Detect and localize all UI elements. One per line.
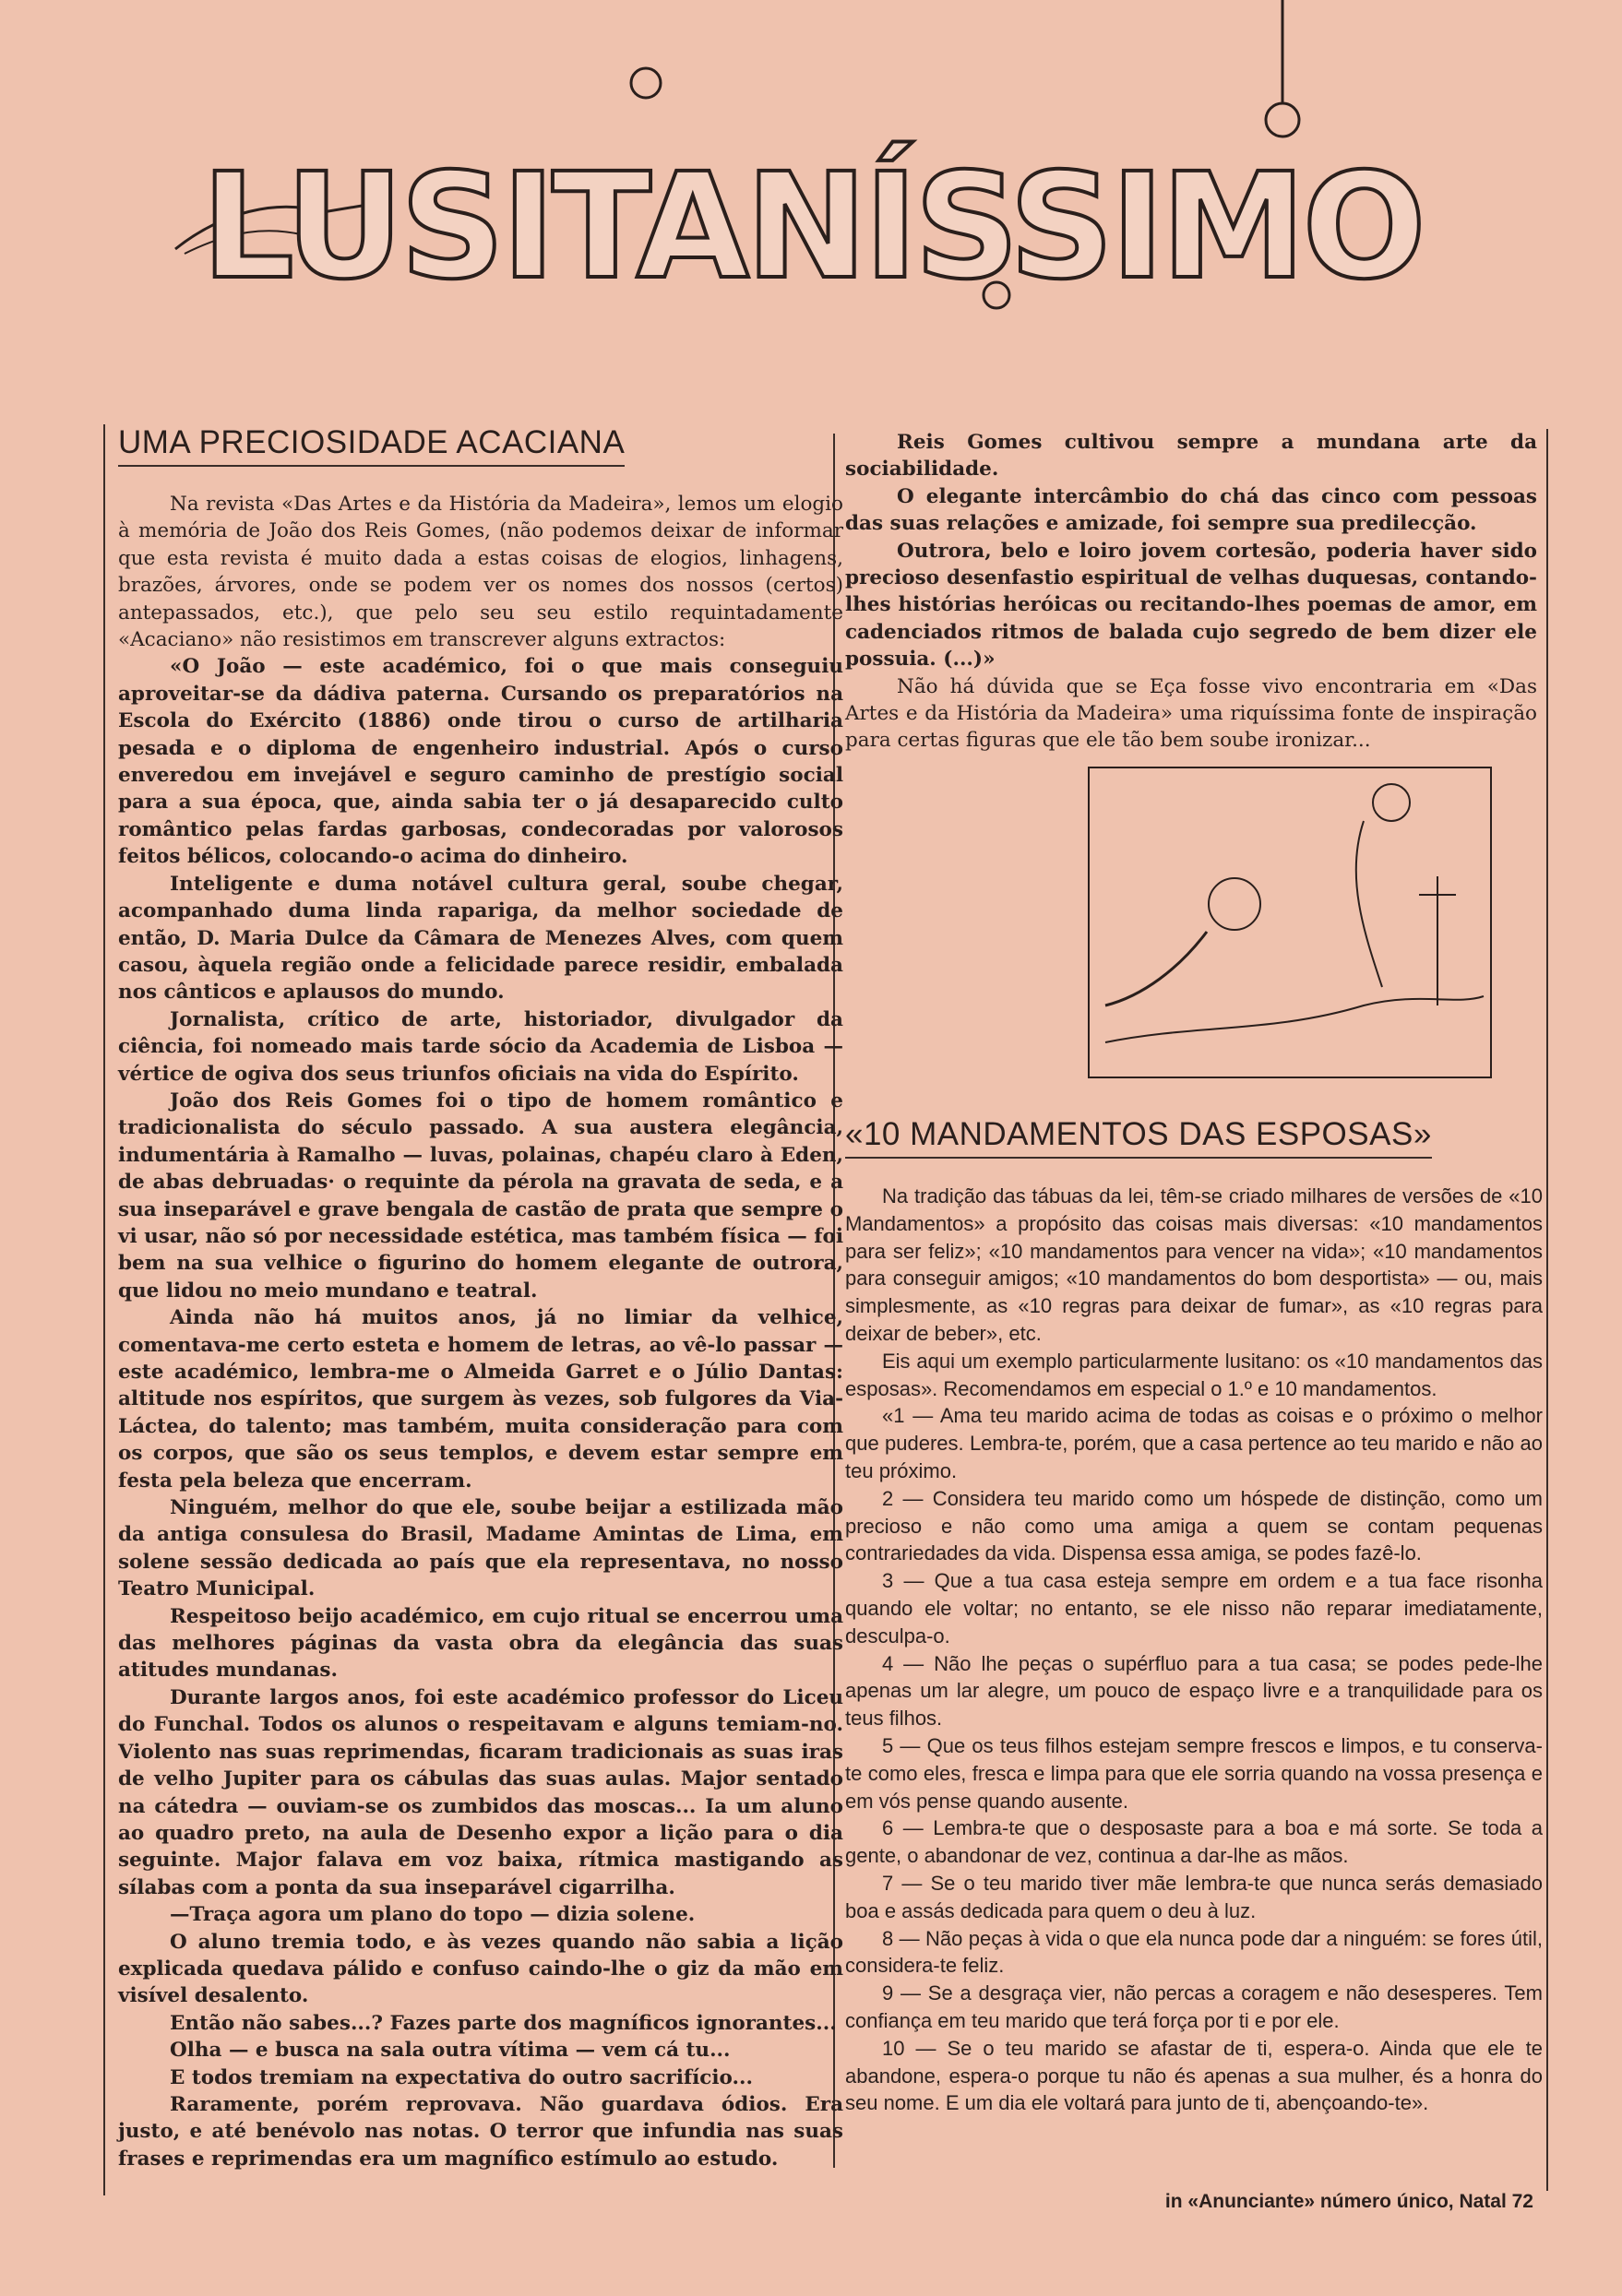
article1-quote-paragraph: Jornalista, crítico de arte, historiador, divulgador da ciência, foi nomeado mais tarde sócio da Academia de Lisboa — vértice de ogiva dos seus triunfos oficiais na vida do Espírito. [118,1007,843,1086]
cartoon-illustration [1087,766,1493,1079]
article2-paragraph: 2 — Considera teu marido como um hóspede de distinção, como um precioso e não como uma amiga a quem se contam pequenas contrariedades da vida. Dispensa essa amiga, se podes fazê-lo. [845,1486,1543,1565]
article1-quote-paragraph: Raramente, porém reprovava. Não guardava ódios. Era justo, e até benévolo nas notas. O terror que infundia nas suas frases e reprimendas era um magnífico estímulo ao estudo. [118,2092,843,2171]
article1-body [118,491,843,2172]
article1-quote-paragraph: Olha — e busca na sala outra vítima — vem cá tu... [170,2039,731,2063]
article2-paragraph: 4 — Não lhe peças o supérfluo para a tua casa; se podes pede-lhe apenas um lar alegre, um pouco de espaço livre e a tranquilidade para os teus filhos. [845,1651,1543,1731]
article2-paragraph: 6 — Lembra-te que o desposaste para a boa e má sorte. Se toda a gente, o abandonar de vez, continua a dar-lhe as mãos. [845,1816,1543,1868]
banner-title: LUSITANÍSSIMO [201,142,1423,312]
article2-paragraph: «1 — Ama teu marido acima de todas as coisas e o próximo o melhor que puderes. Lembra-te, porém, que a casa pertence ao teu marido e não ao teu próximo. [845,1404,1543,1482]
article1-continuation-paragraph: Reis Gomes cultivou sempre a mundana arte da sociabilidade. [845,431,1537,482]
article2-paragraph: 8 — Não peças à vida o que ela nunca pode dar a ninguém: se fores útil, considera-te feliz. [845,1926,1543,1978]
article2-paragraph: Eis aqui um exemplo particularmente lusitano: os «10 mandamentos das esposas». Recomendamos em especial o 1.º e 10 mandamentos. [845,1349,1543,1400]
article1-quote-paragraph: —Traça agora um plano do topo — dizia solene. [170,1903,696,1927]
article1-continuation [845,429,1537,755]
banner-illustration [166,0,1476,387]
article2-paragraph: Na tradição das tábuas da lei, têm-se criado milhares de versões de «10 Mandamentos» a propósito das coisas mais diversas: «10 mandamentos para ser feliz»; «10 mandamentos para vencer na vida»; «10 mandamentos para conseguir amigos; «10 mandamentos do bom desportista» — ou, mais simplesmente, as «10 regras para deixar de fumar», as «10 regras para deixar de beber», etc. [845,1184,1543,1345]
article1-quote-paragraph: Então não sabes...? Fazes parte dos magníficos ignorantes... [170,2011,837,2035]
article2-body [845,1183,1543,2117]
article1-quote-paragraph: Inteligente e duma notável cultura geral, soube chegar, acompanhado duma linda rapariga, da melhor sociedade de então, D. Maria Dulce da Câmara de Menezes Alves, com quem casou, àquela região onde a felicidade parece residir, embalada nos cânticos e aplausos do mundo. [118,872,843,1005]
article1-quote-paragraph: Ninguém, melhor do que ele, soube beijar a estilizada mão da antiga consulesa do Brasil, Madame Amintas de Lima, em solene sessão dedicada ao país que ela representava, no nosso Teatro Municipal. [118,1496,843,1601]
article1-continuation-paragraph: Outrora, belo e loiro jovem cortesão, poderia haver sido precioso desenfastio espiritual de velhas duquesas, contando-lhes histórias heróicas ou recitando-lhes poemas de amor, em cadenciados ritmos de balada cujo segredo de bem dizer ele possuia. (...)» [845,539,1537,672]
article2-heading: «10 MANDAMENTOS DAS ESPOSAS» [845,1116,1432,1159]
article1-continuation-paragraph: O elegante intercâmbio do chá das cinco com pessoas das suas relações e amizade, foi sempre sua predilecção. [845,484,1537,536]
article1-heading: UMA PRECIOSIDADE ACACIANA [118,424,625,467]
article1-quote-paragraph: João dos Reis Gomes foi o tipo de homem romântico e tradicionalista do século passado. A sua austera elegância, indumentária à Ramalho — luvas, polainas, chapéu claro à Eden, de abas debruadas· o requinte da pérola na gravata de seda, e a sua inseparável e grave bengala de castão de prata que sempre o vi usar, não só por necessidade estética, mas também física — foi bem na sua velhice o figurino do homem elegante de outrora, que lidou no meio mundano e teatral. [118,1089,843,1303]
article2 [845,1116,1543,2117]
article-left-column [103,424,843,2195]
article2-paragraph: 7 — Se o teu marido tiver mãe lembra-te que nunca serás demasiado boa e assás dedicada para quem o deu à luz. [845,1871,1543,1922]
article1-closing: Não há dúvida que se Eça fosse vivo encontraria em «Das Artes e da História da Madeira» uma riquíssima fonte de inspiração para certas figuras que ele tão bem soube ironizar... [845,674,1537,753]
article1-quote-paragraph: O aluno tremia todo, e às vezes quando não sabia a lição explicada quedava pálido e confuso caindo-lhe o giz da mão em visível desalento. [118,1930,843,2008]
article1-quote-paragraph: Respeitoso beijo académico, em cujo ritual se encerrou uma das melhores páginas da vasta obra da elegância das suas atitudes mundanas. [118,1604,843,1683]
title-banner [166,0,1476,387]
article1-quote-paragraph: Ainda não há muitos anos, já no limiar da velhice, comentava-me certo esteta e homem de letras, ao vê-lo passar — este académico, lembra-me o Almeida Garret e o Júlio Dantas: altitude nos espíritos, que surgem às vezes, sob fulgores da Via-Láctea, do talento; mas também, muita consideração para com os corpos, que são os seus templos, e devem estar sempre em festa pela beleza que encerram. [118,1306,843,1493]
article1-quote-paragraph: E todos tremiam na expectativa do outro sacrifício... [170,2065,753,2089]
source-credit: in «Anunciante» número único, Natal 72 [1164,2191,1533,2212]
article1-quote-paragraph: «O João — este académico, foi o que mais conseguiu aproveitar-se da dádiva paterna. Cursando os preparatórios na Escola do Exército (1886) onde tirou o curso de artilharia pesada e o diploma de engenheiro industrial. Após o curso enveredou em invejável e seguro caminho de prestígio social para a sua época, que, ainda sabia ter o já desaparecido culto romântico pelas fardas garbosas, condecoradas por valorosos feitos bélicos, colocando-o acima do dinheiro. [118,655,843,869]
article2-paragraph: 10 — Se o teu marido se afastar de ti, espera-o. Ainda que ele te abandone, espera-o porque tu não és apenas a sua mulher, és a honra do seu nome. E um dia ele voltará para junto de ti, abençoando-te». [845,2036,1543,2115]
cartoon-drawing [1087,766,1493,1079]
article2-paragraph: 3 — Que a tua casa esteja sempre em ordem e a tua face risonha quando ele voltar; no entanto, se ele nisso não reparar imediatamente, desculpa-o. [845,1569,1543,1648]
article2-paragraph: 9 — Se a desgraça vier, não percas a coragem e não desesperes. Tem confiança em teu marido que terá força por ti e por ele. [845,1981,1543,2032]
article1-intro: Na revista «Das Artes e da História da Madeira», lemos um elogio à memória de João dos Reis Gomes, (não podemos deixar de informar que esta revista é muito dada a estas coisas de elogios, linhagens, brazões, árvores, onde se podem ver os nomes dos nossos (certos) antepassados, etc.), que pelo seu seu estilo requintadamente «Acaciano» não resistimos em transcrever alguns extractos: [118,493,843,652]
article2-paragraph: 5 — Que os teus filhos estejam sempre frescos e limpos, e tu conserva-te como eles, fresca e limpa para que ele sorria quando na vossa presença e em vós pense quando ausente. [845,1733,1543,1813]
article1-quote-paragraph: Durante largos anos, foi este académico professor do Liceu do Funchal. Todos os alunos o respeitavam e alguns temiam-no. Violento nas suas reprimendas, ficaram tradicionais as suas iras de velho Jupiter para os cábulas das suas aulas. Major sentado na cátedra — ouviam-se os zumbidos das moscas... Ia um aluno ao quadro preto, na aula de Desenho expor a lição para o dia seguinte. Major falava em voz baixa, rítmica mastigando as sílabas com a ponta da sua inseparável cigarrilha. [118,1685,843,1899]
